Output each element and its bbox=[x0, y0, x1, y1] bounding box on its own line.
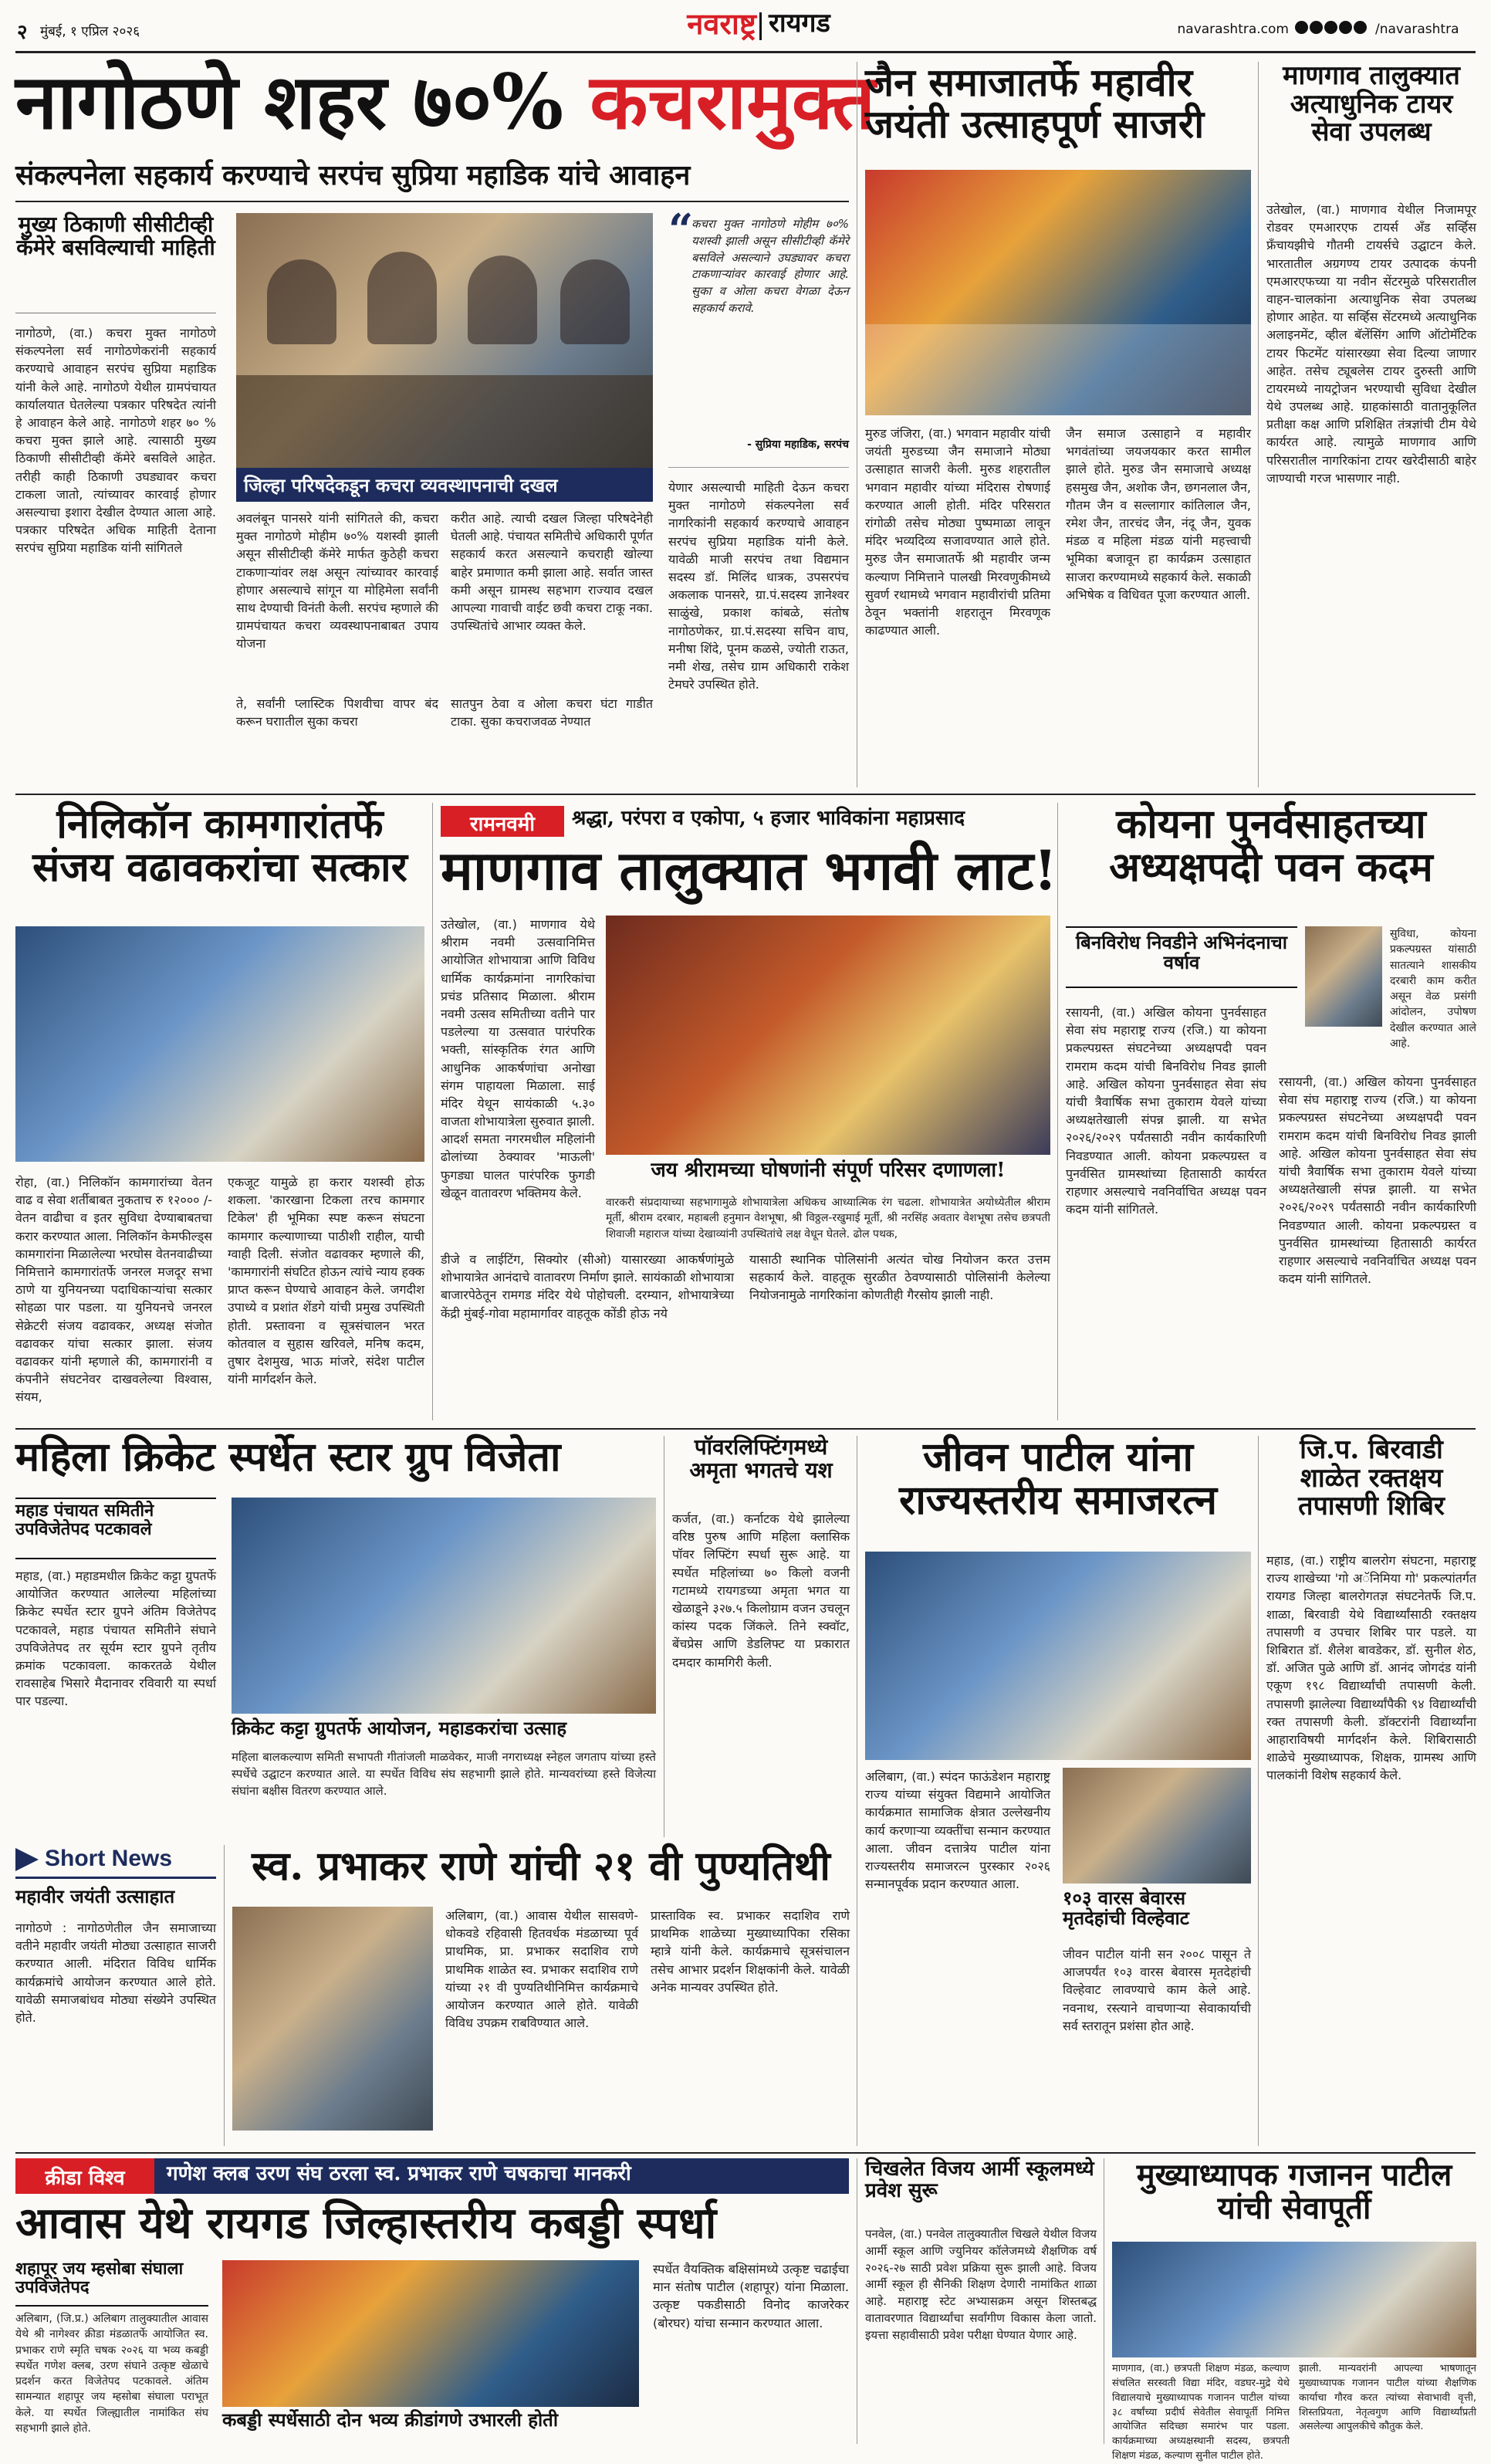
lead-body-5: सातपुन ठेवा व ओला कचरा घंटा गाडीत टाका. सुका कचराजवळ नेण्यात bbox=[451, 696, 653, 729]
page-number: २ bbox=[17, 21, 28, 44]
social-handle: /navarashtra bbox=[1375, 22, 1459, 37]
issue-date: मुंबई, १ एप्रिल २०२६ bbox=[40, 24, 140, 39]
sports-photo bbox=[222, 2260, 639, 2407]
koyna-body-1: रसायनी, (वा.) अखिल कोयना पुनर्वसाहत सेवा संघ महाराष्ट्र राज्य (रजि.) या कोयना प्रकल्पग्रस्त संघटनेच्या अध्यक्षपदी पवन रामराम कदम यांची बिनविरोध निवड झाली आहे. अखिल कोयना पुनर्वसाहत सेवा संघ यांची त्रैवार्षिक सभा तुकाराम येवले यांच्या अध्यक्षतेखाली संपन्न झाली. या सभेत २०२६/२०२९ पर्यंतसाठी नवीन कार्यकारिणी निवडण्यात आली. कोयना प्रकल्पग्रस्त व पुनर्वसित ग्रामस्थांच्या हितासाठी कार्यरत राहणार असल्याचे नवनिर्वाचित अध्यक्ष पवन कदम यांनी सांगितले. bbox=[1066, 1005, 1266, 1217]
lead-headline: नागोठणे शहर ७०% bbox=[15, 58, 564, 147]
tyre-headline: माणगाव तालुक्यात अत्याधुनिक टायर सेवा उपलब्ध bbox=[1283, 60, 1460, 148]
jain-body-1: मुरुड जंजिरा, (वा.) भगवान महावीर यांची जयंती मुरुडच्या जैन समाजाने मोठ्या उत्साहात साजरी केली. मुरुड शहरातील भगवान महावीर यांच्या मंदिरास रोषणाई करण्यात आली होती. मंदिर परिसरात रांगोळी तसेच मोठ्या पुष्पमाळा लावून मंदिर भव्यदिव्य सजावण्यात आले होते. मुरुड जैन समाजातर्फे श्री महावीर जन्म कल्याण निमित्ताने पालखी मिरवणुकीमध्ये सुवर्ण रथामध्ये भगवान महावीरांची प्रतिमा ठेवून भक्तांनी शहरातून मिरवणूक काढण्यात आली. bbox=[865, 426, 1050, 638]
ramnavami-body-3: डीजे व लाईटिंग, सिक्योर (सीओ) यासारख्या आकर्षणांमुळे शोभायात्रेत आनंदाचे वातावरण निर्माण झाले. सायंकाळी शोभायात्रा बाजारपेठेतून रामगड मंदिर येथे पोहोचली. दरम्यान, शोभायात्रेच्या केंद्री मुंबई-गोवा महामार्गावर वाहतूक कोंडी होऊ नये bbox=[441, 1252, 734, 1321]
site-url[interactable]: navarashtra.com bbox=[1177, 22, 1289, 37]
cricket-headline: महिला क्रिकेट स्पर्धेत स्टार ग्रुप विजेता bbox=[15, 1433, 561, 1481]
masthead bbox=[0, 0, 1491, 54]
quote-mark-icon: “ bbox=[668, 205, 694, 256]
powerlifting-body: कर्जत, (वा.) कर्नाटक येथे झालेल्या वरिष्ठ पुरुष आणि महिला क्लासिक पॉवर लिफ्टिंग स्पर्धा सुरू आहे. या स्पर्धेत महिलांच्या ७० किलो वजनी गटामध्ये रायगडच्या अमृता भगत या खेळाडूने ३२७.५ किलोग्राम वजन उचलून कांस्य पदक जिंकले. तिने स्क्वॉट, बेंचप्रेस आणि डेडलिफ्ट या प्रकारात दमदार कामगिरी केली. bbox=[672, 1511, 850, 1670]
jeevan-caption: १०३ वारस बेवारस मृतदेहांची विल्हेवाट bbox=[1063, 1887, 1189, 1929]
jeevan-headline: जीवन पाटील यांना राज्यस्तरीय समाजरत्न bbox=[899, 1433, 1217, 1525]
sports-tag: क्रीडा विश्व bbox=[15, 2158, 154, 2194]
jain-headline: जैन समाजातर्फे महावीर जयंती उत्साहपूर्ण साजरी bbox=[865, 59, 1205, 147]
ramnavami-kicker: श्रद्धा, परंपरा व एकोपा, ५ हजार भाविकांना महाप्रसाद bbox=[572, 807, 965, 830]
jain-body-2: जैन समाज उत्साहाने व महावीर भगवंतांच्या जयजयकार करत सामील झाले होते. मुरुड जैन समाजाचे अध्यक्ष हसमुख जैन, अशोक जैन, छगनलाल जैन, गौतम जैन व सल्लागार कांतिलाल जैन, रमेश जैन, तारचंद जैन, नंदू जैन, युवक मंडळ व महिला मंडळ यांनी महत्त्वाची भूमिका बजावून हा कार्यक्रम उत्साहात साजरा करण्यामध्ये सहकार्य केले. सकाळी अभिषेक व विधिवत पूजा करण्यात आली. bbox=[1066, 426, 1251, 602]
birwadi-body: महाड, (वा.) राष्ट्रीय बालरोग संघटना, महाराष्ट्र राज्य शाखेच्या 'गो अॅनिमिया गो' प्रकल्पांतर्गत रायगड जिल्हा बालरोगतज्ञ संघटनेतर्फे जि.प. शाळा, बिरवाडी येथे विद्यार्थ्यांसाठी रक्तक्षय तपासणी व उपचार शिबिर पार पडले. या शिबिरात डॉ. शैलेश बावडेकर, डॉ. सुनील शेठ, डॉ. अजित पुळे आणि डॉ. आनंद जोगदंड यांनी एकूण १९८ विद्यार्थ्यांची तपासणी केली. तपासणी झालेल्या विद्यार्थ्यांपैकी ९४ विद्यार्थ्यांची रक्त तपासणी केली. डॉक्टरांनी विद्यार्थ्यांना आहाराविषयी मार्गदर्शन केले. शिबिरासाठी शाळेचे मुख्याध्यापक, शिक्षक, ग्रामस्थ आणि पालकांनी विशेष सहकार्य केले. bbox=[1266, 1553, 1476, 1783]
lead-box: मुख्य ठिकाणी सीसीटीव्ही कॅमेरे बसविल्याची माहिती bbox=[15, 213, 216, 313]
lead-photo-caption: जिल्हा परिषदेकडून कचरा व्यवस्थापनाची दखल bbox=[236, 468, 653, 502]
nilikon-body-1: रोहा, (वा.) निलिकॉन कामगारांच्या वेतन वाढ व सेवा शर्तीबाबत नुकताच रु १२००० /- वेतन वाढीचा व इतर सुविधा देण्याबाबतचा करार करण्यात आला. निलिकॉन केमफील्ड्स कामगारांना मिळालेल्या भरघोस वेतनवाढीच्या निमित्ताने कामगारांतर्फे जनरल मजदूर सभा ठाणे या युनियनच्या पदाधिकाऱ्यांचा सत्कार सोहळा पार पडला. या युनियनचे जनरल सेक्रेटरी संजय वढावकर, अध्यक्ष संजोत वढावकर यांचा सत्कार झाला. संजय वढावकर यांनी म्हणाले की, कामगारांनी व कंपनीने संघटनेवर दाखवलेल्या विश्वास, संयम, bbox=[15, 1175, 212, 1405]
koyna-story bbox=[1057, 800, 1476, 1420]
lead-body-6: येणार असल्याची माहिती देऊन कचरा मुक्त नागोठणे संकल्पनेला सर्व नागरिकांनी सहकार्य करण्याचे आवाहन सरपंच सुप्रिया महाडिक यांनी केले. यावेळी माजी सरपंच तथा विद्यमान सदस्य डॉ. मिलिंद धात्रक, उपसरपंच अकलाक पानसरे, ग्रा.पं.सदस्य ज्ञानेश्वर साळुंखे, प्रकाश कांबळे, संतोष नागोठणेकर, ग्रा.पं.सदस्या सचिन वाघ, मनीषा शिंदे, पूनम कळसे, ज्योती राऊत, नमी शेख, तसेच ग्राम अधिकारी राकेश टेमघरे उपस्थित होते. bbox=[668, 480, 849, 692]
sports-band bbox=[15, 2158, 849, 2194]
lead-body-2: अवलंबून पानसरे यांनी सांगितले की, कचरा मुक्त नागोठणे मोहीम ७०% यशस्वी झाली असून सीसीटीव्ही कॅमेरे मार्फत कुठेही कचरा टाकणाऱ्यांवर लक्ष असून त्यांच्यावर कारवाई होणार असल्याचे सांगून या मोहिमेला सर्वांनी साथ देण्याची विनंती केली. सरपंच म्हणाले की ग्रामपंचायत कचरा व्यवस्थापनाबाबत उपाय योजना bbox=[236, 511, 438, 652]
koyna-sub: बिनविरोध निवडीने अभिनंदनाचा वर्षाव bbox=[1066, 926, 1297, 988]
youtube-icon[interactable] bbox=[1339, 21, 1352, 34]
cricket-sub: महाड पंचायत समितीने उपविजेतेपद पटकावले bbox=[15, 1498, 216, 1559]
birwadi-headline: जि.प. बिरवाडी शाळेत रक्तक्षय तपासणी शिबिर bbox=[1298, 1434, 1445, 1522]
jeevan-body-1: अलिबाग, (वा.) स्पंदन फाऊंडेशन महाराष्ट्र राज्य यांच्या संयुक्त विद्यमाने आयोजित कार्यक्रमात सामाजिक क्षेत्रात उल्लेखनीय कार्य करणाऱ्या व्यक्तींचा सन्मान करण्यात आला. जीवन दत्तात्रेय पाटील यांना राज्यस्तरीय समाजरत्न पुरस्कार २०२६ सन्मानपूर्वक प्रदान करण्यात आला. bbox=[865, 1769, 1050, 1892]
prabhakar-headline: स्व. प्रभाकर राणे यांची २१ वी पुण्यतिथी bbox=[252, 1843, 830, 1890]
section-name: रायगड bbox=[769, 8, 830, 39]
ramnavami-story bbox=[432, 803, 1058, 1420]
prabhakar-body-2: प्रास्ताविक स्व. प्रभाकर सदाशिव राणे प्राथमिक शाळेच्या मुख्याध्यापिका रसिका म्हात्रे यांनी केले. कार्यक्रमाचे सूत्रसंचालन तसेच आभार प्रदर्शन शिक्षकांनी केले. यावेळी अनेक मान्यवर उपस्थित होते. bbox=[651, 1908, 850, 1995]
chikhal-story bbox=[857, 2158, 1096, 2444]
tyre-body: उतेखोल, (वा.) माणगाव येथील निजामपूर रोडवर एमआरएफ टायर्स अँड सर्व्हिस फ्रँचायझीचे गौतमी टायर्सचे उद्घाटन केले. भारतातील अग्रगण्य टायर उत्पादक कंपनी एमआरएफच्या या नवीन सेंटरमुळे परिसरातील वाहन-चालकांना अत्याधुनिक सेवा उपलब्ध होणार आहेत. या सर्व्हिस सेंटरमध्ये अत्याधुनिक अलाइनमेंट, व्हील बॅलेंसिंग आणि ऑटोमॅटिक टायर फिटमेंट यांसारख्या सेवा दिल्या जाणार आहेत. तसेच ट्यूबलेस टायर दुरुस्ती आणि टायरमध्ये नायट्रोजन भरण्याची सुविधा देखील येथे उपलब्ध आहे. ग्राहकांसाठी वातानुकूलित प्रतीक्षा कक्ष आणि प्रशिक्षित तंत्रज्ञांची टीम येथे कार्यरत आहे. त्यामुळे माणगाव आणि परिसरातील नागरिकांना टायर खरेदीसाठी बाहेर जाण्याची गरज भासणार नाही. bbox=[1266, 202, 1476, 486]
linkedin-icon[interactable] bbox=[1354, 21, 1367, 34]
lead-headline-highlight: कचरामुक्त bbox=[590, 58, 876, 147]
gajanan-story bbox=[1104, 2157, 1476, 2462]
nilikon-headline: निलिकॉन कामगारांतर्फे संजय वढावकरांचा सत्कार bbox=[32, 800, 407, 892]
facebook-icon[interactable] bbox=[1295, 21, 1308, 34]
jeevan-body-2: जीवन पाटील यांनी सन २००८ पासून ते आजपर्यंत १०३ वारस बेवारस मृतदेहांची विल्हेवाट लावण्याचे काम केले आहे. नवनाथ, रस्त्याने वाचणाऱ्या सेवाकार्याची सर्व स्तरातून प्रशंसा होत आहे. bbox=[1063, 1947, 1251, 2033]
cricket-story bbox=[15, 1433, 656, 1837]
person-figure bbox=[468, 256, 537, 344]
masthead-divider bbox=[759, 12, 762, 40]
person-figure bbox=[367, 252, 437, 344]
prabhakar-photo bbox=[232, 1907, 433, 2131]
cricket-caption: क्रिकेट कट्टा ग्रुपतर्फे आयोजन, महाडकरांचा उत्साह bbox=[232, 1717, 567, 1739]
masthead-rule bbox=[15, 51, 1476, 53]
lead-quote-by: - सुप्रिया महाडिक, सरपंच bbox=[747, 438, 849, 451]
nilikon-photo bbox=[15, 926, 424, 1162]
section-rule bbox=[15, 1428, 1476, 1430]
lead-body-1: नागोठणे, (वा.) कचरा मुक्त नागोठणे संकल्पनेला सर्व नागोठणेकरांनी सहकार्य करण्याचे आवाहन सरपंच सुप्रिया महाडिक यांनी केले आहे. नागोठणे येथील ग्रामपंचायत कार्यालयात घेतलेल्या पत्रकार परिषदेत त्यांनी हे आवाहन केले आहे. नागोठणे शहर ७० % कचरा मुक्त झाले आहे. त्यासाठी मुख्य ठिकाणी सीसीटीव्ही कॅमेरे बसविले आहेत. तरीही काही ठिकाणी उघड्यावर कचरा टाकला जातो, त्यांच्यावर कारवाई होणार असल्याचा इशारा देखील देण्यात आला आहे. पत्रकार परिषदेत अधिक माहिती देताना सरपंच सुप्रिया महाडिक यांनी सांगितले bbox=[15, 326, 216, 556]
section-rule bbox=[15, 794, 1476, 795]
tyre-story bbox=[1258, 62, 1476, 787]
section-rule bbox=[15, 2152, 1476, 2154]
sports-headline: आवास येथे रायगड जिल्हास्तरीय कबड्डी स्पर्धा bbox=[15, 2198, 717, 2249]
chikhal-headline: चिखलेत विजय आर्मी स्कूलमध्ये प्रवेश सुरू bbox=[865, 2158, 1094, 2203]
koyna-headline: कोयना पुनर्वसाहतच्या अध्यक्षपदी पवन कदम bbox=[1109, 800, 1433, 892]
jeevan-story bbox=[857, 1433, 1251, 2146]
ramnavami-body-1: उतेखोल, (वा.) माणगाव येथे श्रीराम नवमी उत्सवानिमित्त आयोजित शोभायात्रा आणि विविध धार्मिक कार्यक्रमांना नागरिकांचा प्रचंड प्रतिसाद मिळाला. श्रीराम नवमी उत्सव समितीच्या वतीने पार पडलेल्या या उत्सवात पारंपरिक भक्ती, सांस्कृतिक रंगत आणि आधुनिक आकर्षणांचा अनोखा संगम पाहायला मिळाला. साई मंदिर येथून सायंकाळी ५.३० वाजता शोभायात्रेला सुरुवात झाली. आदर्श समता नगरमधील महिलांनी ढोलांच्या ठेक्यावर 'माऊली' फुगड्या घालत पारंपरिक फुगडी खेळून वातावरण भक्तिमय केले. bbox=[441, 917, 595, 1200]
jain-photo bbox=[865, 170, 1251, 415]
lead-quote: कचरा मुक्त नागोठणे मोहीम ७०% यशस्वी झाली असून सीसीटीव्ही कॅमेरे बसविले असल्याने उघड्यावर कचरा टाकणाऱ्यांवर कारवाई होणार आहे. सुका व ओला कचरा वेगळा देऊन सहकार्य करावे. bbox=[691, 217, 849, 315]
koyna-portrait bbox=[1305, 926, 1382, 1027]
ramnavami-body-2: वारकरी संप्रदायाच्या सहभागामुळे शोभायात्रेला अधिकच आध्यात्मिक रंग चढला. शोभायात्रेत अयोध्येतील श्रीराम मूर्ती, श्रीराम दरबार, महाबली हनुमान वेशभूषा, श्री विठ्ठल-रखुमाई मूर्ती, श्री नरसिंह अवतार वेशभूषा तसेच छत्रपती शिवाजी महाराज यांच्या देखाव्यांनी उपस्थितांचे लक्ष वेधून घेतले. ढोल पथक, bbox=[606, 1196, 1050, 1240]
jeevan-photo bbox=[865, 1552, 1251, 1760]
ramnavami-caption: जय श्रीरामच्या घोषणांनी संपूर्ण परिसर दणाणला! bbox=[651, 1159, 1006, 1182]
lead-subhead: संकल्पनेला सहकार्य करण्याचे सरपंच सुप्रिया महाडिक यांचे आवाहन bbox=[15, 159, 691, 191]
lead-quote-box bbox=[668, 205, 849, 468]
chikhal-body: पनवेल, (वा.) पनवेल तालुक्यातील चिखले येथील विजय आर्मी स्कूल आणि ज्युनियर कॉलेजमध्ये शैक्षणिक वर्ष २०२६-२७ साठी प्रवेश प्रक्रिया सुरू झाली आहे. विजय आर्मी स्कूल ही सैनिकी शिक्षण देणारी नामांकित शाळा आहे. महाराष्ट्र स्टेट अभ्यासक्रम असून शिस्तबद्ध वातावरणात विद्यार्थ्यांचा सर्वांगीण विकास केला जातो. इयत्ता सहावीसाठी प्रवेश परीक्षा घेण्यात येणार आहे. bbox=[865, 2227, 1097, 2342]
sports-story bbox=[15, 2158, 849, 2444]
procession bbox=[865, 324, 1251, 415]
lead-story bbox=[15, 58, 876, 787]
nilikon-body-2: एकजूट यामुळे हा करार यशस्वी होऊ शकला. 'कारखाना टिकला तरच कामगार टिकेल' ही भूमिका स्पष्ट करून संघटना कामगार कल्याणाच्या पाठीशी राहील, याची ग्वाही दिली. संजोत वढावकर म्हणाले की, 'कामगारांनी संघटित होऊन त्यांचे न्याय हक्क प्राप्त करून घेण्याचे आवाहन केले. जगदीश उपाध्ये व प्रशांत शेंडगे यांची प्रमुख उपस्थिती होती. प्रस्तावना व सूत्रसंचालन भरत कोतवाल व सुहास खरिवले, मनिष कदम, तुषार देशमुख, भाऊ मांजरे, संदेश पाटील यांनी मार्गदर्शन केले. bbox=[228, 1175, 424, 1387]
powerlifting-story bbox=[664, 1436, 849, 1837]
table bbox=[236, 375, 653, 468]
gajanan-body-2: झाली. मान्यवरांनी आपल्या भाषणातून मुख्याध्यापक गजानन पाटील यांच्या शैक्षणिक कार्याचा गौरव करत त्यांच्या सेवाभावी वृत्ती, शिस्तप्रियता, नेतृत्वगुण आणि विद्यार्थ्यांप्रती असलेल्या आपुलकीचे कौतुक केले. bbox=[1299, 2363, 1476, 2433]
short-news-headline: महावीर जयंती उत्साहात bbox=[15, 1885, 175, 1907]
gajanan-headline: मुख्याध्यापक गजानन पाटील यांची सेवापूर्ती bbox=[1136, 2157, 1452, 2227]
cricket-body-2: महिला बालकल्याण समिती सभापती गीतांजली माळवेकर, माजी नगराध्यक्ष स्नेहल जगताप यांच्या हस्ते स्पर्धेचे उद्घाटन करण्यात आले. या स्पर्धेत विविध संघ सहभागी झाले होते. मान्यवरांच्या हस्ते विजेत्या संघांना बक्षीस वितरण करण्यात आले. bbox=[232, 1750, 656, 1798]
short-news-header bbox=[15, 1845, 216, 1879]
short-news bbox=[15, 1845, 216, 2146]
nilikon-story bbox=[15, 800, 424, 1420]
short-news-label: Short News bbox=[45, 1846, 173, 1871]
prabhakar-story bbox=[224, 1845, 849, 2146]
person-figure bbox=[560, 259, 630, 344]
x-icon[interactable] bbox=[1310, 21, 1323, 34]
sports-caption: कबड्डी स्पर्धेसाठी दोन भव्य क्रीडांगणे उभारली होती bbox=[222, 2408, 559, 2431]
jain-story bbox=[857, 59, 1251, 787]
sports-body-1: अलिबाग, (जि.प्र.) अलिबाग तालुक्यातील आवास येथे श्री नागेश्वर क्रीडा मंडळातर्फे आयोजित स्व. प्रभाकर राणे स्मृति चषक २०२६ या भव्य कबड्डी स्पर्धेत गणेश क्लब, उरण संघाने उत्कृष्ट खेळाचे प्रदर्शन करत विजेतेपद पटकावले. अंतिम सामन्यात शहापूर जय म्हसोबा संघाला पराभूत केले. या स्पर्धेत जिल्ह्यातील नामांकित संघ सहभागी झाले होते. bbox=[15, 2313, 208, 2435]
social-icons bbox=[1295, 21, 1372, 39]
birwadi-story bbox=[1258, 1436, 1476, 2146]
koyna-side: सुविधा, कोयना प्रकल्पग्रस्त यांसाठी सातत्याने शासकीय दरबारी काम करीत असून वेळ प्रसंगी आंदोलन, उपोषण देखील करण्यात आले आहे. bbox=[1390, 928, 1476, 1051]
rule bbox=[15, 201, 849, 202]
gajanan-body-1: माणगाव, (वा.) छत्रपती शिक्षण मंडळ, कल्याण संचलित सरस्वती विद्या मंदिर, वडघर-मुद्रे येथे विद्यालयाचे मुख्याध्यापक गजानन पाटील यांच्या ३८ वर्षांच्या प्रदीर्घ सेवेतील सेवापूर्ती निमित्त आयोजित सदिच्छा समारंभ पार पडला. कार्यक्रमाच्या अध्यक्षस्थानी सदस्य, छत्रपती शिक्षण मंडळ, कल्याण सुनील पाटील होते. bbox=[1112, 2363, 1290, 2462]
paper-logo: नवराष्ट्र bbox=[687, 6, 756, 41]
ramnavami-body-4: यासाठी स्थानिक पोलिसांनी अत्यंत चोख नियोजन करत उत्तम सहकार्य केले. वाहतूक सुरळीत ठेवण्यासाठी पोलिसांनी केलेल्या नियोजनामुळे नागरिकांना कोणतीही गैरसोय झाली नाही. bbox=[749, 1252, 1050, 1303]
lead-photo bbox=[236, 213, 653, 468]
sports-sub: शहापूर जय म्हसोबा संघाला उपविजेतेपद bbox=[15, 2260, 208, 2307]
prabhakar-body-1: अलिबाग, (वा.) आवास येथील सासवणे-धोकवडे रहिवासी हितवर्धक मंडळाच्या पूर्व प्राथमिक, प्रा. प्रभाकर सदाशिव राणे प्राथमिक शाळेत स्व. प्रभाकर सदाशिव राणे यांच्या २१ वी पुण्यतिथीनिमित्त कार्यक्रमाचे आयोजन करण्यात आले होते. यावेळी विविध उपक्रम राबविण्यात आले. bbox=[445, 1908, 638, 2031]
ramnavami-tag: रामनवमी bbox=[441, 806, 564, 837]
person-figure bbox=[267, 259, 336, 344]
lead-body-4: ते, सर्वांनी प्लास्टिक पिशवीचा वापर बंद करून घराातील सुका कचरा bbox=[236, 696, 438, 729]
instagram-icon[interactable] bbox=[1324, 21, 1337, 34]
sports-body-2: स्पर्धेत वैयक्तिक बक्षिसांमध्ये उत्कृष्ट चढाईचा मान संतोष पाटील (शहापूर) यांना मिळाला. उत्कृष्ट पकडीसाठी विनोद काजरेकर (बोरघर) यांचा सन्मान करण्यात आला. bbox=[653, 2262, 849, 2330]
jeevan-inset-photo bbox=[1063, 1768, 1251, 1884]
lead-body-3: करीत आहे. त्याची दखल जिल्हा परिषदेनेही घेतली आहे. पंचायत समितीचे अधिकारी पूर्णत सहकार्य करत असल्याने कचराही खोल्या बाहेर प्रमाणात कमी झाला आहे. सर्वात जास्त कमी असून ग्रामस्थ सहभाग राज्याव दखल आपल्या गावाची वाईट छवी कचरा टाकू नका. उपस्थितांचे आभार व्यक्त केले. bbox=[451, 511, 653, 634]
sports-kicker: गणेश क्लब उरण संघ ठरला स्व. प्रभाकर राणे चषकाचा मानकरी bbox=[167, 2162, 631, 2185]
gajanan-photo bbox=[1112, 2242, 1476, 2357]
powerlifting-headline: पॉवरलिफ्टिंगमध्ये अमृता भगतचे यश bbox=[689, 1434, 833, 1484]
cricket-photo bbox=[232, 1498, 656, 1714]
koyna-body-2: रसायनी, (वा.) अखिल कोयना पुनर्वसाहत सेवा संघ महाराष्ट्र राज्य (रजि.) या कोयना प्रकल्पग्रस्त संघटनेच्या अध्यक्षपदी पवन रामराम कदम यांची बिनविरोध निवड झाली आहे. अखिल कोयना पुनर्वसाहत सेवा संघ यांची त्रैवार्षिक सभा तुकाराम येवले यांच्या अध्यक्षतेखाली संपन्न झाली. या सभेत २०२६/२०२९ पर्यंतसाठी नवीन कार्यकारिणी निवडण्यात आली. कोयना प्रकल्पग्रस्त व पुनर्वसित ग्रामस्थांच्या हितासाठी कार्यरत राहणार असल्याचे नवनिर्वाचित अध्यक्ष पवन कदम यांनी सांगितले. bbox=[1279, 1075, 1476, 1287]
ramnavami-photo bbox=[606, 916, 1050, 1155]
arrow-icon bbox=[15, 1848, 39, 1871]
cricket-body-1: महाड, (वा.) महाडमधील क्रिकेट कट्टा ग्रुपतर्फे आयोजित करण्यात आलेल्या महिलांच्या क्रिकेट स्पर्धेत स्टार ग्रुपने अंतिम विजेतेपद पटकावले, महाड पंचायत समितीने संघाने उपविजेतेपद तर सूर्यम स्टार ग्रुपने तृतीय क्रमांक पटकावला. काकरतळे येथील रावसाहेब भिसारे मैदानावर रविवारी या स्पर्धा पार पडल्या. bbox=[15, 1569, 216, 1709]
short-news-body: नागोठणे : नागोठणेतील जैन समाजाच्या वतीने महावीर जयंती मोठ्या उत्साहात साजरी करण्यात आली. मंदिरात विविध धार्मिक कार्यक्रमांचे आयोजन करण्यात आले होते. यावेळी समाजबांधव मोठ्या संख्येने उपस्थित होते. bbox=[15, 1921, 216, 2025]
ramnavami-headline: माणगाव तालुक्यात भगवी लाट! bbox=[441, 838, 1058, 902]
